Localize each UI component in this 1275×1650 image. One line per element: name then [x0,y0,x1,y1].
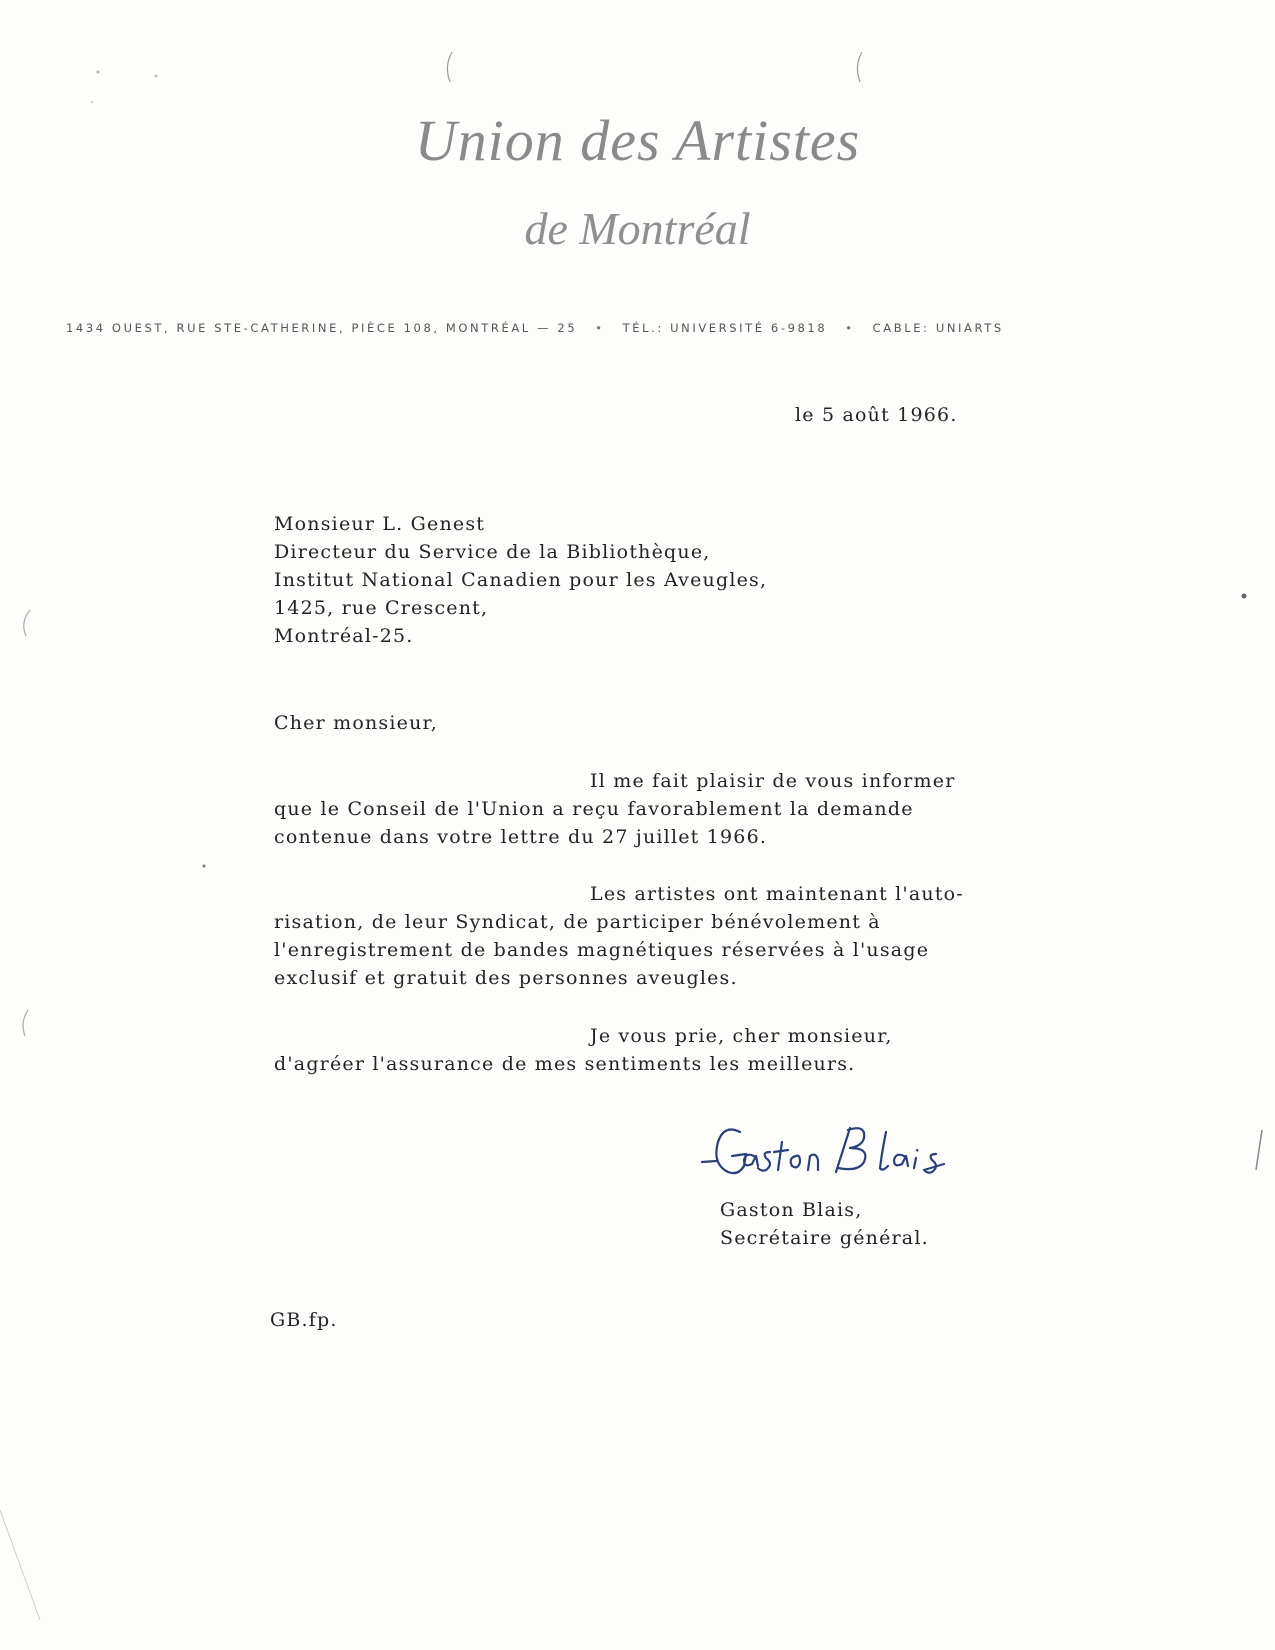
paragraph-line: contenue dans votre lettre du 27 juillet 1966. [274,826,768,848]
paragraph-line: l'enregistrement de bandes magnétiques réservées à l'usage [274,939,930,961]
recipient-line: 1425, rue Crescent, [274,597,489,619]
salutation: Cher monsieur, [274,712,438,734]
recipient-line: Montréal-25. [274,625,414,647]
bullet-separator: • [845,321,855,335]
paragraph-3 [274,1022,1054,1078]
recipient-line: Institut National Canadien pour les Aveugles, [274,569,768,591]
handwritten-signature [700,1112,1020,1192]
letterhead-cable: CABLE: UNIARTS [872,321,1004,335]
signature-block [720,1196,929,1252]
letter-date: le 5 août 1966. [795,404,958,426]
letterhead-address-line [66,321,1206,335]
paragraph-line: Les artistes ont maintenant l'auto- [590,883,964,905]
signer-title: Secrétaire général. [720,1227,929,1249]
paragraph-1 [274,767,1054,851]
letterhead-title: Union des Artistes [414,108,861,173]
paragraph-line: d'agréer l'assurance de mes sentiments les meilleurs. [274,1053,856,1075]
paragraph-line: Je vous prie, cher monsieur, [590,1025,893,1047]
reference-initials: GB.fp. [270,1309,338,1331]
paragraph-line: que le Conseil de l'Union a reçu favorablement la demande [274,798,914,820]
recipient-address [274,510,767,650]
signature-text: Gaston Blais [700,1190,706,1191]
letterhead-phone: TÉL.: UNIVERSITÉ 6-9818 [622,321,828,335]
paragraph-line: exclusif et gratuit des personnes aveugles. [274,967,738,989]
paragraph-2 [274,880,1054,992]
recipient-line: Monsieur L. Genest [274,513,486,535]
letterhead-address: 1434 OUEST, RUE STE-CATHERINE, PIÈCE 108, MONTRÉAL — 25 [66,321,578,335]
bullet-separator: • [595,321,605,335]
paragraph-line: risation, de leur Syndicat, de participer bénévolement à [274,911,881,933]
recipient-line: Directeur du Service de la Bibliothèque, [274,541,711,563]
letterhead-subtitle: de Montréal [524,203,751,254]
paragraph-line: Il me fait plaisir de vous informer [590,770,956,792]
signer-name: Gaston Blais, [720,1199,863,1221]
